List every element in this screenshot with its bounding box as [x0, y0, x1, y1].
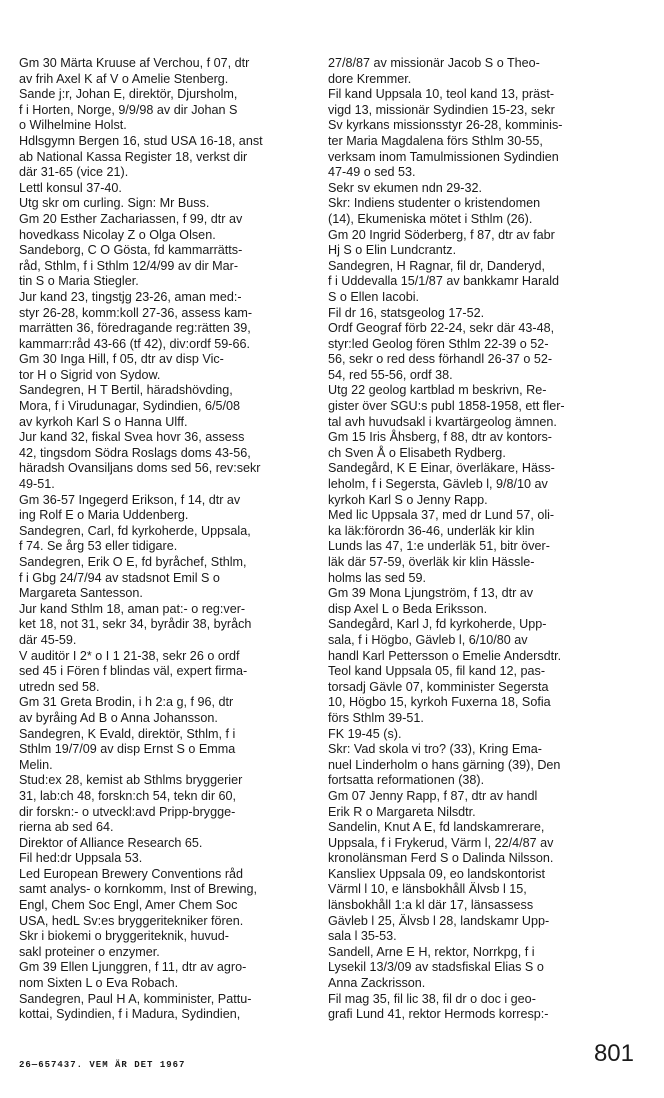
right-column-line: holms las sed 59. — [328, 570, 427, 585]
left-column-line: av kyrkoh Karl S o Hanna Ulff. — [19, 414, 188, 429]
left-column-line: Hdlsgymn Bergen 16, stud USA 16-18, anst — [19, 133, 263, 148]
right-column-line: leholm, f i Segersta, Gävleb l, 9/8/10 av — [328, 477, 548, 492]
right-column-line: Skr: Vad skola vi tro? (33), Kring Ema- — [328, 742, 542, 757]
left-column-line: f 74. Se årg 53 eller tidigare. — [19, 539, 178, 554]
right-column-line: förs Sthlm 39-51. — [328, 710, 424, 725]
right-column-line: sala, f i Högbo, Gävleb l, 6/10/80 av — [328, 632, 528, 647]
right-column-line: Uppsala, f i Frykerud, Värm l, 22/4/87 av — [328, 835, 554, 850]
left-column-line: USA, hedL Sv:es bryggeritekniker fören. — [19, 913, 244, 928]
left-column-line: Sandegren, K Evald, direktör, Sthlm, f i — [19, 726, 236, 741]
right-column-line: Lysekil 13/3/09 av stadsfiskal Elias S o — [328, 960, 544, 975]
right-column-line: Gävleb l 25, Älvsb l 28, landskamr Upp- — [328, 913, 550, 928]
right-column-line: dore Kremmer. — [328, 71, 412, 86]
right-column-line: verksam inom Tamulmissionen Sydindien — [328, 149, 559, 164]
right-column-line: Sandelin, Knut A E, fd landskamrerare, — [328, 820, 545, 835]
right-column-line: torsadj Gävle 07, komminister Segersta — [328, 679, 549, 694]
right-column-line: 10, Högbo 15, kyrkoh Fuxerna 18, Sofia — [328, 695, 551, 710]
right-column-line: länsbokhåll 1:a kl där 17, länsassess — [328, 898, 534, 913]
right-column-line: Gm 15 Iris Åhsberg, f 88, dtr av kontors- — [328, 430, 552, 445]
right-column-line: S o Ellen Iacobi. — [328, 289, 420, 304]
left-column-line: Jur kand Sthlm 18, aman pat:- o reg:ver- — [19, 601, 246, 616]
page-number: 801 — [593, 1040, 634, 1067]
right-column-line: Skr: Indiens studenter o kristendomen — [328, 196, 541, 211]
right-column-line: Lunds las 47, 1:e underläk 51, bitr över- — [328, 539, 550, 554]
left-column-line: Gm 31 Greta Brodin, i h 2:a g, f 96, dtr — [19, 695, 234, 710]
right-column-line: Fil kand Uppsala 10, teol kand 13, präst- — [328, 87, 555, 102]
left-column-line: kottai, Sydindien, f i Madura, Sydindien, — [19, 1007, 241, 1022]
left-column-line: Jur kand 23, tingstjg 23-26, aman med:- — [19, 289, 242, 304]
left-column-line: Sandegren, H T Bertil, häradshövding, — [19, 383, 233, 398]
right-column-line: Sekr sv ekumen ndn 29-32. — [328, 180, 483, 195]
right-column-line: FK 19-45 (s). — [328, 726, 402, 741]
right-column-line: Anna Zackrisson. — [328, 976, 426, 991]
left-column-line: rierna ab sed 64. — [19, 820, 114, 835]
left-column-line: dir forskn:- o utveckl:avd Pripp-brygge- — [19, 804, 236, 819]
left-column-line: av byråing Ad B o Anna Johansson. — [19, 710, 218, 725]
right-column-line: (14), Ekumeniska mötet i Sthlm (26). — [328, 211, 533, 226]
left-column-line: Mora, f i Virudunagar, Sydindien, 6/5/08 — [19, 399, 240, 414]
right-column-line: Ordf Geograf förb 22-24, sekr där 43-48, — [328, 321, 555, 336]
right-column-line: 56, sekr o red dess förhandl 26-37 o 52- — [328, 352, 553, 367]
left-column-line: V auditör I 2* o I 1 21-38, sekr 26 o ordf — [19, 648, 240, 663]
right-column-line: Gm 20 Ingrid Söderberg, f 87, dtr av fabr — [328, 227, 555, 242]
right-column-line: Sandegren, H Ragnar, fil dr, Danderyd, — [328, 258, 546, 273]
right-column-line: Sandell, Arne E H, rektor, Norrkpg, f i — [328, 944, 535, 959]
right-column-line: disp Axel L o Beda Eriksson. — [328, 601, 488, 616]
left-column-line: ing Rolf E o Maria Uddenberg. — [19, 508, 189, 523]
left-column-line: Sande j:r, Johan E, direktör, Djursholm, — [19, 87, 238, 102]
left-column-line: Fil hed:dr Uppsala 53. — [19, 851, 143, 866]
left-column-line: Engl, Chem Soc Engl, Amer Chem Soc — [19, 898, 238, 913]
left-column-line: Utg skr om curling. Sign: Mr Buss. — [19, 196, 210, 211]
left-column-line: hovedkass Nicolay Z o Olga Olsen. — [19, 227, 216, 242]
left-column-line: Skr i biokemi o bryggeriteknik, huvud- — [19, 929, 229, 944]
right-column-line: ch Sven Å o Elisabeth Rydberg. — [328, 445, 506, 460]
right-column-line: handl Karl Pettersson o Emelie Andersdtr. — [328, 648, 562, 663]
right-column-line: kronolänsman Ferd S o Dalinda Nilsson. — [328, 851, 554, 866]
right-column-line: 54, red 55-56, ordf 38. — [328, 367, 453, 382]
right-column-line: Sv kyrkans missionsstyr 26-28, komminis- — [328, 118, 563, 133]
left-column-line: nom Sixten L o Eva Robach. — [19, 976, 179, 991]
right-column-line: Hj S o Elin Lundcrantz. — [328, 243, 457, 258]
right-column-line: Värml l 10, e länsbokhåll Älvsb l 15, — [328, 882, 527, 897]
left-column-line: av frih Axel K af V o Amelie Stenberg. — [19, 71, 229, 86]
left-column-line: Melin. — [19, 757, 53, 772]
left-column-line: Sandegren, Carl, fd kyrkoherde, Uppsala, — [19, 523, 251, 538]
right-column-line: kyrkoh Karl S o Jenny Rapp. — [328, 492, 488, 507]
right-column-line: Utg 22 geolog kartblad m beskrivn, Re- — [328, 383, 547, 398]
right-column — [328, 56, 626, 1023]
left-column-line: Gm 36-57 Ingegerd Erikson, f 14, dtr av — [19, 492, 241, 507]
right-column-line: Erik R o Margareta Nilsdtr. — [328, 804, 476, 819]
right-column-line: Fil mag 35, fil lic 38, fil dr o doc i geo- — [328, 991, 536, 1006]
left-column-line: ket 18, not 31, sekr 34, byrådir 38, byråch — [19, 617, 252, 632]
printer-code: 26—657437. VEM ÄR DET 1967 — [19, 1060, 186, 1070]
left-column-line: Margareta Santesson. — [19, 586, 143, 601]
left-column-line: ab National Kassa Register 18, verkst dir — [19, 149, 248, 164]
right-column-line: 47-49 o sed 53. — [328, 165, 416, 180]
right-column-line: fortsatta reformationen (38). — [328, 773, 485, 788]
right-column-line: gister över SGU:s publ 1858-1958, ett fler- — [328, 399, 565, 414]
right-column-line: Gm 39 Mona Ljungström, f 13, dtr av — [328, 586, 534, 601]
right-column-line: Fil dr 16, statsgeolog 17-52. — [328, 305, 485, 320]
left-column-line: Gm 39 Ellen Ljunggren, f 11, dtr av agro- — [19, 960, 247, 975]
left-column-line: kammarr:råd 43-66 (tf 42), div:ordf 59-66. — [19, 336, 250, 351]
right-column-line: Sandegård, K E Einar, överläkare, Häss- — [328, 461, 555, 476]
left-column-line: Direktor of Alliance Research 65. — [19, 835, 203, 850]
left-column-line: Sandegren, Paul H A, komminister, Pattu- — [19, 991, 252, 1006]
left-column-line: Gm 30 Inga Hill, f 05, dtr av disp Vic- — [19, 352, 224, 367]
left-column-line: häradsh Ovansiljans doms sed 56, rev:sekr — [19, 461, 261, 476]
left-column — [19, 56, 317, 1023]
right-column-line: Teol kand Uppsala 05, fil kand 12, pas- — [328, 664, 546, 679]
right-column-line: vigd 13, missionär Sydindien 15-23, sekr — [328, 102, 555, 117]
right-column-line: nuel Linderholm o hans gärning (39), Den — [328, 757, 561, 772]
right-column-line: läk där 57-59, överläk kir klin Hässle- — [328, 555, 535, 569]
left-column-line: tin S o Maria Stiegler. — [19, 274, 139, 289]
right-column-line: ter Maria Magdalena förs Sthlm 30-55, — [328, 133, 543, 148]
right-column-line: 27/8/87 av missionär Jacob S o Theo- — [328, 56, 540, 70]
left-column-line: styr 26-28, komm:koll 27-36, assess kam- — [19, 305, 253, 320]
left-column-line: Jur kand 32, fiskal Svea hovr 36, assess — [19, 430, 245, 445]
right-column-line: Med lic Uppsala 37, med dr Lund 57, oli- — [328, 508, 555, 523]
left-column-line: där 45-59. — [19, 632, 77, 647]
left-column-line: f i Horten, Norge, 9/9/98 av dir Johan S — [19, 102, 238, 117]
left-column-line: 42, tingsdom Södra Roslags doms 43-56, — [19, 445, 251, 460]
right-column-line: Sandegård, Karl J, fd kyrkoherde, Upp- — [328, 617, 547, 632]
left-column-line: råd, Sthlm, f i Sthlm 12/4/99 av dir Mar- — [19, 258, 239, 273]
left-column-line: Gm 20 Esther Zachariassen, f 99, dtr av — [19, 211, 243, 226]
left-column-line: Lettl konsul 37-40. — [19, 180, 122, 195]
left-column-line: Sthlm 19/7/09 av disp Ernst S o Emma — [19, 742, 236, 757]
left-column-line: Stud:ex 28, kemist ab Sthlms bryggerier — [19, 773, 243, 788]
left-column-line: sakl proteiner o enzymer. — [19, 944, 160, 959]
left-column-line: samt analys- o kornkomm, Inst of Brewing, — [19, 882, 257, 897]
left-column-line: f i Gbg 24/7/94 av stadsnot Emil S o — [19, 570, 220, 585]
left-column-line: tor H o Sigrid von Sydow. — [19, 367, 161, 382]
right-column-line: grafi Lund 41, rektor Hermods korresp:- — [328, 1007, 549, 1022]
left-column-line: Sandegren, Erik O E, fd byråchef, Sthlm, — [19, 555, 247, 569]
left-column-line: där 31-65 (vice 21). — [19, 165, 129, 180]
left-column-line: Sandeborg, C O Gösta, fd kammarrätts- — [19, 243, 243, 258]
left-column-line: utredn sed 58. — [19, 679, 100, 694]
right-column-line: f i Uddevalla 15/1/87 av bankkamr Harald — [328, 274, 560, 289]
right-column-line: sala l 35-53. — [328, 929, 397, 944]
right-column-line: styr:led Geolog fören Sthlm 22-39 o 52- — [328, 336, 549, 351]
left-column-line: Led European Brewery Conventions råd — [19, 866, 244, 881]
left-column-line: o Wilhelmine Holst. — [19, 118, 127, 133]
left-column-line: 49-51. — [19, 477, 55, 492]
left-column-line: 31, lab:ch 48, forskn:ch 54, tekn dir 60, — [19, 788, 237, 803]
right-column-line: tal avh huvudsakl i kvartärgeolog ämnen. — [328, 414, 557, 429]
left-column-line: sed 45 i Fören f blindas väl, expert firma- — [19, 664, 248, 679]
left-column-line: marrätten 36, föredragande reg:rätten 39, — [19, 321, 251, 336]
right-column-line: ka läk:förordn 36-46, underläk kir klin — [328, 523, 535, 538]
left-column-line: Gm 30 Märta Kruuse af Verchou, f 07, dtr — [19, 56, 250, 70]
right-column-line: Kansliex Uppsala 09, eo landskontorist — [328, 866, 546, 881]
right-column-line: Gm 07 Jenny Rapp, f 87, dtr av handl — [328, 788, 538, 803]
